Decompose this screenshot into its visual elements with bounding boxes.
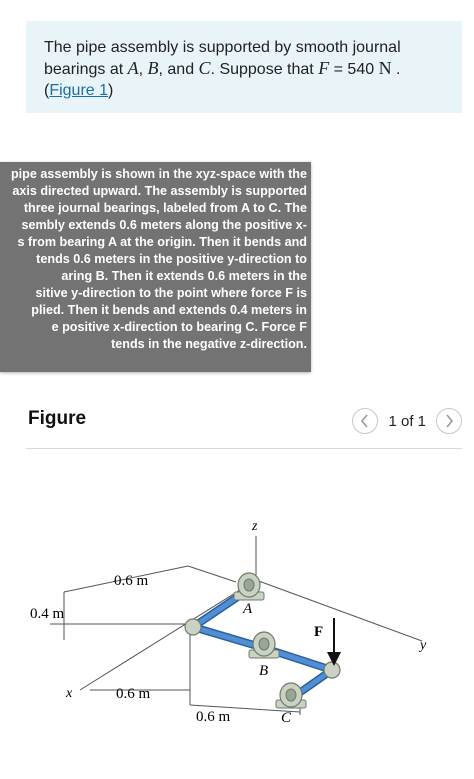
tooltip-line: three journal bearings, labeled from A to C. The [23,201,307,215]
tooltip-line: axis directed upward. The assembly is supported [12,184,307,198]
unit: N [378,58,392,78]
label-a: A [243,601,253,617]
next-figure-button[interactable] [436,408,462,434]
dim-label-left: 0.4 m [30,606,65,622]
chevron-left-icon [360,414,370,428]
dim-line-top-right [188,566,236,582]
tooltip-line: sitive y-direction to the point where force F is [35,286,307,300]
elbow-joint [324,662,340,678]
figure-link[interactable]: Figure 1 [49,82,109,99]
page-indicator: 1 of 1 [388,412,426,430]
bearing-a [234,573,264,600]
z-axis-label: z [252,519,258,534]
equals-value: = 540 [329,61,379,78]
label-c: C [281,710,292,726]
figure-pager [352,408,462,434]
problem-statement [26,21,462,113]
y-axis-label: y [420,638,427,653]
comma-1: , [138,61,148,78]
var-f: F [318,58,330,78]
x-axis-label: x [66,686,73,701]
var-c: C [198,58,211,78]
problem-text-before: The pipe assembly is supported by smooth journal bearings at [44,39,401,78]
figure-header [26,404,462,449]
dim-label-bottom-left: 0.6 m [116,686,151,702]
close-paren: ) [108,82,114,99]
figure-description-tooltip [0,162,311,372]
y-axis [256,580,422,641]
dim-label-top: 0.6 m [114,573,149,589]
dim-label-bottom: 0.6 m [196,709,231,725]
chevron-right-icon [444,414,454,428]
tooltip-line: aring B. Then it extends 0.6 meters in the [61,269,307,283]
tooltip-line: tends 0.6 meters in the positive y-direction to [36,252,307,266]
bearing-b [249,632,279,658]
elbow-joint [185,619,201,635]
tooltip-line: s from bearing A at the origin. Then it bends and [17,235,307,249]
var-b: B [147,58,159,78]
tooltip-line: e positive x-direction to bearing C. Force F [51,320,307,334]
tooltip-line: pipe assembly is shown in the xyz-space with the [10,167,307,181]
tooltip-line: sembly extends 0.6 meters along the positive x- [21,218,307,232]
force-label: F [314,624,324,640]
label-b: B [259,663,269,679]
tooltip-line: tends in the negative z-direction. [111,337,307,351]
prev-figure-button[interactable] [352,408,378,434]
var-a: A [127,58,139,78]
open-paren: ( [44,82,50,99]
period: . [391,61,401,78]
tooltip-line: plied. Then it bends and extends 0.4 meters in [31,303,307,317]
pipe-assembly-diagram [30,500,450,740]
figure-title: Figure [28,408,87,429]
and-text: , and [158,61,199,78]
suppose-text: . Suppose that [210,61,319,78]
